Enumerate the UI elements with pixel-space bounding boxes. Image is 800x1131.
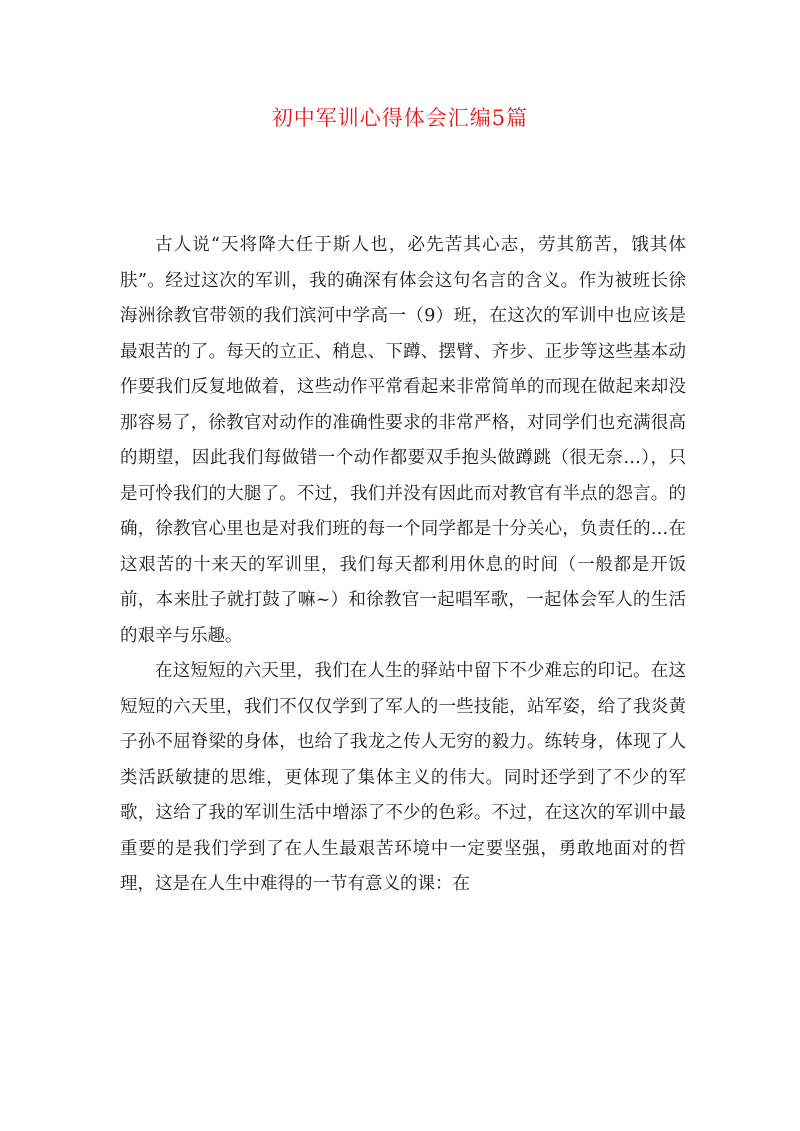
paragraph-2: 在这短短的六天里，我们在人生的驿站中留下不少难忘的印记。在这短短的六天里，我们不仅仅学到了军人的一些技能，站军姿，给了我炎黄子孙不屈脊梁的身体，也给了我龙之传人无穷的毅力。练转身，体现了人类活跃敏捷的思维，更体现了集体主义的伟大。同时还学到了不少的军歌，这给了我的军训生活中增添了不少的色彩。不过，在这次的军训中最重要的是我们学到了在人生最艰苦环境中一定要坚强，勇敢地面对的哲理，这是在人生中难得的一节有意义的课：在 (120, 661, 686, 894)
document-body (120, 228, 686, 903)
paragraph-1: 古人说“天将降大任于斯人也，必先苦其心志，劳其筋苦，饿其体肤”。经过这次的军训，我的确深有体会这句名言的含义。作为被班长徐海洲徐教官带领的我们滨河中学高一（9）班，在这次的军训中也应该是最艰苦的了。每天的立正、稍息、下蹲、摆臂、齐步、正步等这些基本动作要我们反复地做着，这些动作平常看起来非常简单的而现在做起来却没那容易了，徐教官对动作的准确性要求的非常严格，对同学们也充满很高的期望，因此我们每做错一个动作都要双手抱头做蹲跳（很无奈…），只是可怜我们的大腿了。不过，我们并没有因此而对教官有半点的怨言。的确，徐教官心里也是对我们班的每一个同学都是十分关心，负责任的…在这艰苦的十来天的军训里，我们每天都利用休息的时间（一般都是开饭前，本来肚子就打鼓了嘛~）和徐教官一起唱军歌，一起体会军人的生活的艰辛与乐趣。 (120, 235, 686, 646)
document-title: 初中军训心得体会汇编5篇 (271, 106, 529, 130)
